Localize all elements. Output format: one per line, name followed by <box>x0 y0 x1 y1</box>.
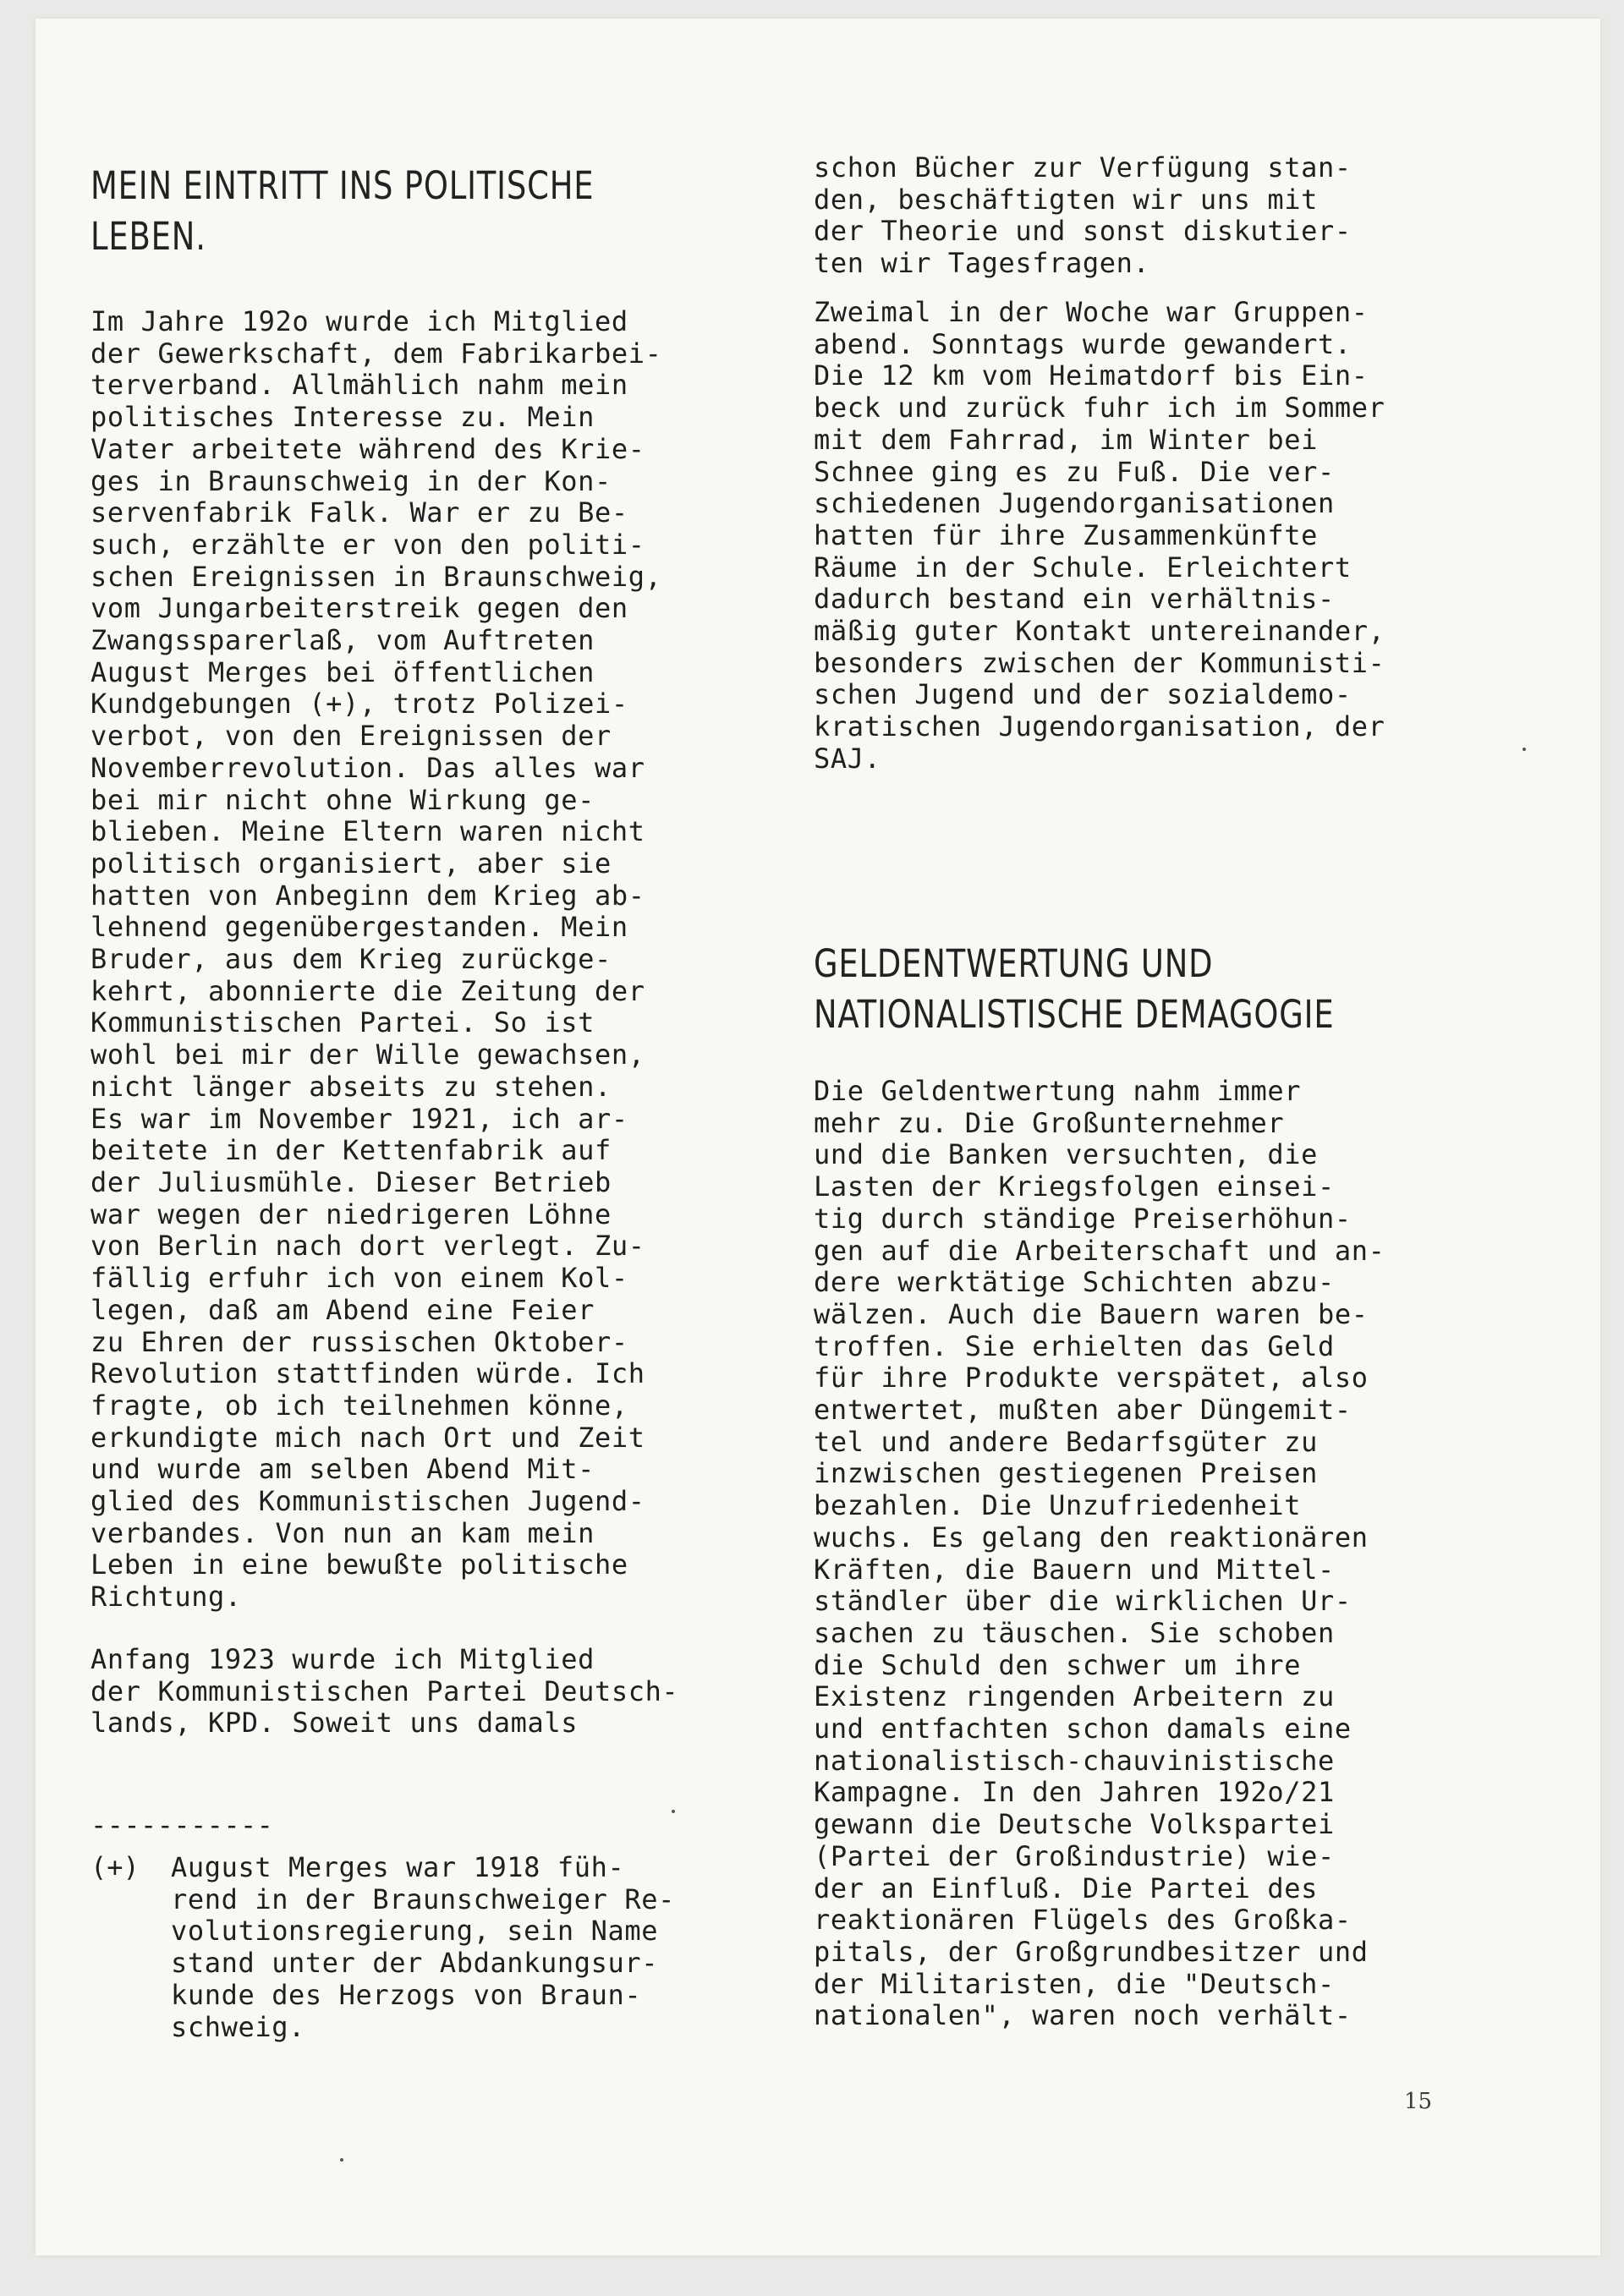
section-heading-political-life: MEIN EINTRITT INS POLITISCHE LEBEN. <box>91 163 595 259</box>
footnote-text: August Merges war 1918 füh- rend in der Braunschweiger Re- volutionsregierung, sein Name stand unter der Abdankungsur- kunde des Herzogs von Braun- schweig. <box>171 1851 675 2043</box>
page-number: 15 <box>1404 2089 1433 2114</box>
footnote-marker: (+) <box>91 1851 140 1883</box>
paragraph-inflation: Die Geldentwertung nahm immer mehr zu. Die Großunternehmer und die Banken versuchten, die Lasten der Kriegsfolgen einsei- tig durch ständige Preiserhöhun- gen auf die Arbeiterschaft und an- dere werktätige Schichten abzu- wälzen. Auch die Bauern waren be- troffen. Sie erhielten das Geld für ihre Produkte verspätet, also entwertet, mußten aber Düngemit- tel und andere Bedarfsgüter zu inzwischen gestiegenen Preisen bezahlen. Die Unzufriedenheit wuchs. Es gelang den reaktionären Kräften, die Bauern und Mittel- ständler über die wirklichen Ur- sachen zu täuschen. Sie schoben die Schuld den schwer um ihre Existenz ringenden Arbeitern zu und entfachten schon damals eine nationalistisch-chauvinistische Kampagne. In den Jahren 192o/21 gewann die Deutsche Volkspartei (Partei der Großindustrie) wie- der an Einfluß. Die Partei des reaktionären Flügels des Großka- pitals, der Großgrundbesitzer und der Militaristen, die "Deutsch- nationalen", waren noch verhält- <box>814 1075 1385 2032</box>
section-heading-inflation: GELDENTWERTUNG UND NATIONALISTISCHE DEMAGOGIE <box>814 941 1335 1037</box>
document-page <box>36 19 1600 2255</box>
scan-speck <box>672 1810 675 1813</box>
paragraph-group-evenings: Zweimal in der Woche war Gruppen- abend. Sonntags wurde gewandert. Die 12 km vom Heimatdorf bis Ein- beck und zurück fuhr ich im Sommer mit dem Fahrrad, im Winter bei Schnee ging es zu Fuß. Die ver- schiedenen Jugendorganisationen hatten für ihre Zusammenkünfte Räume in der Schule. Erleichtert dadurch bestand ein verhältnis- mäßig guter Kontakt untereinander, besonders zwischen der Kommunisti- schen Jugend und der sozialdemo- kratischen Jugendorganisation, der SAJ. <box>814 296 1385 775</box>
footnote-separator: ----------- <box>91 1809 274 1841</box>
paragraph-kpd-membership: Anfang 1923 wurde ich Mitglied der Kommunistischen Partei Deutsch- lands, KPD. Soweit uns damals <box>91 1643 679 1740</box>
scan-speck <box>1522 748 1526 751</box>
paragraph-books-theory: schon Bücher zur Verfügung stan- den, beschäftigten wir uns mit der Theorie und sonst diskutier- ten wir Tagesfragen. <box>814 151 1352 280</box>
paragraph-membership-story: Im Jahre 192o wurde ich Mitglied der Gewerkschaft, dem Fabrikarbei- terverband. Allmählich nahm mein politisches Interesse zu. Mein Vater arbeitete während des Krie- ges in Braunschweig in der Kon- servenfabrik Falk. War er zu Be- such, erzählte er von den politi- schen Ereignissen in Braunschweig, vom Jungarbeiterstreik gegen den Zwangssparerlaß, vom Auftreten August Merges bei öffentlichen Kundgebungen (+), trotz Polizei- verbot, von den Ereignissen der Novemberrevolution. Das alles war bei mir nicht ohne Wirkung ge- blieben. Meine Eltern waren nicht politisch organisiert, aber sie hatten von Anbeginn dem Krieg ab- lehnend gegenübergestanden. Mein Bruder, aus dem Krieg zurückge- kehrt, abonnierte die Zeitung der Kommunistischen Partei. So ist wohl bei mir der Wille gewachsen, nicht länger abseits zu stehen. Es war im November 1921, ich ar- beitete in der Kettenfabrik auf der Juliusmühle. Dieser Betrieb war wegen der niedrigeren Löhne von Berlin nach dort verlegt. Zu- fällig erfuhr ich von einem Kol- legen, daß am Abend eine Feier zu Ehren der russischen Oktober- Revolution stattfinden würde. Ich fragte, ob ich teilnehmen könne, erkundigte mich nach Ort und Zeit und wurde am selben Abend Mit- glied des Kommunistischen Jugend- verbandes. Von nun an kam mein Leben in eine bewußte politische Richtung. <box>91 305 662 1614</box>
scan-speck <box>340 2158 343 2162</box>
